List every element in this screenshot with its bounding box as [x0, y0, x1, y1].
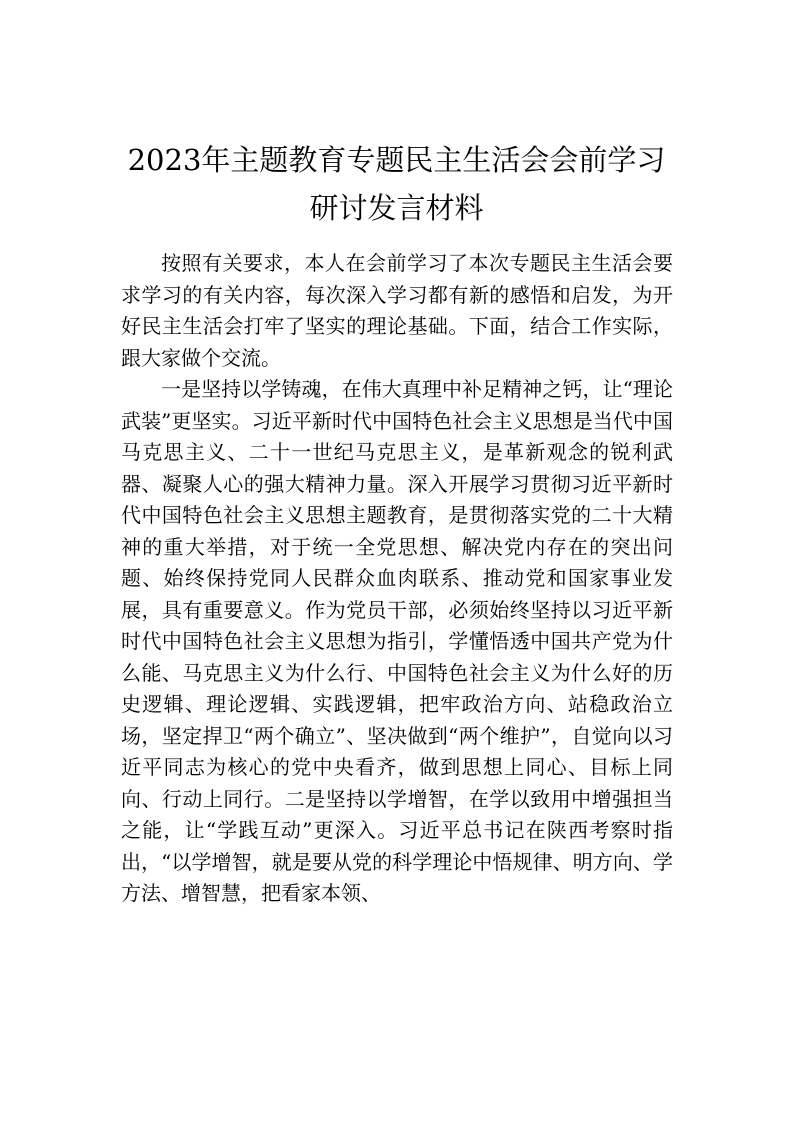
document-title [100, 136, 693, 232]
title-line-2: 研讨发言材料 [309, 191, 484, 225]
document-body [121, 248, 673, 910]
paragraph-point-one: 一是坚持以学铸魂，在伟大真理中补足精神之钙，让“理论武装”更坚实。习近平新时代中国特色社会主义思想是当代中国马克思主义、二十一世纪马克思主义，是革新观念的锐利武器、凝聚人心的强大精神力量。深入开展学习贯彻习近平新时代中国特色社会主义思想主题教育，是贯彻落实党的二十大精神的重大举措，对于统一全党思想、解决党内存在的突出问题、始终保持党同人民群众血肉联系、推动党和国家事业发展，具有重要意义。作为党员干部，必须始终坚持以习近平新时代中国特色社会主义思想为指引，学懂悟透中国共产党为什么能、马克思主义为什么行、中国特色社会主义为什么好的历史逻辑、理论逻辑、实践逻辑，把牢政治方向、站稳政治立场，坚定捍卫“两个确立”、坚决做到“两个维护”，自觉向以习近平同志为核心的党中央看齐，做到思想上同心、目标上同向、行动上同行。二是坚持以学增智，在学以致用中增强担当之能，让“学践互动”更深入。习近平总书记在陕西考察时指出，“以学增智，就是要从党的科学理论中悟规律、明方向、学方法、增智慧，把看家本领、 [121, 377, 673, 905]
title-line-1: 2023年主题教育专题民主生活会会前学习 [127, 143, 666, 177]
paragraph-intro: 按照有关要求，本人在会前学习了本次专题民主生活会要求学习的有关内容，每次深入学习都有新的感悟和启发，为开好民主生活会打牢了坚实的理论基础。下面，结合工作实际，跟大家做个交流。 [121, 251, 673, 370]
